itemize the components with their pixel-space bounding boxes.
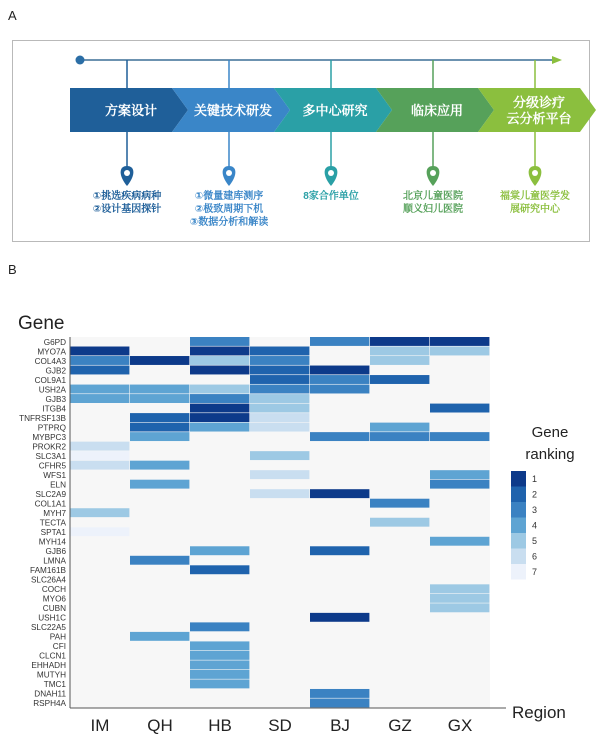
- heatmap-cell: [70, 366, 129, 375]
- legend-swatch: [511, 564, 526, 580]
- y-tick-label: COCH: [41, 585, 66, 595]
- heatmap-cell: [430, 584, 489, 593]
- y-tick-label: MYO7A: [37, 347, 66, 357]
- y-tick-label: CFHR5: [38, 461, 66, 471]
- legend-swatch: [511, 518, 526, 534]
- y-tick-label: GJB2: [45, 366, 66, 376]
- stage-detail: ②极致周期下机: [194, 204, 264, 215]
- heatmap-cell: [370, 432, 429, 441]
- heatmap-cell: [70, 356, 129, 365]
- heatmap-cell: [190, 651, 249, 660]
- legend-swatch: [511, 487, 526, 503]
- y-tick-label: EHHADH: [31, 661, 66, 671]
- heatmap-cell: [190, 404, 249, 413]
- heatmap-cell: [70, 442, 129, 451]
- heatmap-cell: [190, 660, 249, 669]
- legend-label: 4: [532, 520, 538, 531]
- y-tick-label: MYBPC3: [32, 432, 66, 442]
- heatmap-cell: [190, 423, 249, 432]
- stage-detail: ②设计基因探针: [92, 204, 162, 215]
- heatmap-cell: [370, 423, 429, 432]
- y-tick-label: MUTYH: [36, 670, 66, 680]
- heatmap-cell: [250, 347, 309, 356]
- stage-detail: 8家合作单位: [303, 191, 359, 202]
- y-tick-label: SPTA1: [40, 528, 66, 538]
- y-tick-label: TMC1: [43, 680, 66, 690]
- y-tick-label: G6PD: [43, 337, 66, 347]
- legend-label: 5: [532, 535, 538, 546]
- y-tick-label: WFS1: [43, 470, 66, 480]
- heatmap-cell: [190, 385, 249, 394]
- y-tick-label: FAM161B: [30, 566, 66, 576]
- legend-label: 6: [532, 551, 538, 562]
- legend-swatch: [511, 502, 526, 518]
- heatmap-cell: [70, 451, 129, 460]
- stage-title: 多中心研究: [302, 103, 368, 118]
- heatmap-cell: [130, 480, 189, 489]
- heatmap-cell: [130, 356, 189, 365]
- y-tick-label: LMNA: [43, 556, 66, 566]
- heatmap-cell: [370, 375, 429, 384]
- heatmap-cell: [310, 385, 369, 394]
- heatmap-cell: [310, 366, 369, 375]
- y-tick-label: USH2A: [38, 385, 66, 395]
- y-tick-label: CFI: [52, 642, 66, 652]
- heatmap-cell: [70, 461, 129, 470]
- y-tick-label: PAH: [49, 632, 66, 642]
- y-tick-label: MYO6: [42, 594, 66, 604]
- heatmap-cell: [430, 603, 489, 612]
- legend-label: 7: [532, 566, 538, 577]
- stage-title: 临床应用: [410, 103, 464, 118]
- y-tick-label: USH1C: [38, 613, 66, 623]
- heatmap-cell: [310, 613, 369, 622]
- heatmap-cell: [130, 632, 189, 641]
- heatmap-cell: [430, 594, 489, 603]
- heatmap-cell: [190, 622, 249, 631]
- y-tick-label: GJB6: [45, 547, 66, 557]
- heatmap-cell: [430, 432, 489, 441]
- heatmap-cell: [310, 698, 369, 707]
- heatmap-cell: [130, 385, 189, 394]
- heatmap-cell: [130, 394, 189, 403]
- y-tick-label: SLC26A4: [30, 575, 66, 585]
- x-tick-label: SD: [268, 716, 292, 735]
- x-tick-label: HB: [208, 716, 232, 735]
- y-tick-label: COL4A3: [34, 356, 66, 366]
- heatmap-cell: [190, 546, 249, 555]
- pin-hole: [430, 170, 436, 176]
- stage-detail: 福棠儿童医学发: [500, 191, 570, 202]
- heatmap-cell: [70, 347, 129, 356]
- heatmap-cell: [190, 394, 249, 403]
- x-axis-title: Region: [512, 703, 566, 722]
- stage-title: 云分析平台: [506, 111, 572, 126]
- heatmap-cell: [70, 385, 129, 394]
- workflow-stage: [376, 60, 494, 215]
- heatmap-cell: [370, 337, 429, 346]
- workflow-stage: [478, 60, 596, 215]
- heatmap-cell: [250, 375, 309, 384]
- stage-detail: ③数据分析和解读: [189, 217, 269, 228]
- panel-b-label: B: [8, 262, 17, 277]
- stage-detail: 北京儿童医院: [403, 191, 463, 202]
- heatmap-cell: [250, 423, 309, 432]
- pin-hole: [328, 170, 334, 176]
- heatmap-cell: [430, 480, 489, 489]
- stage-detail: ①微量建库测序: [194, 191, 264, 202]
- heatmap-cell: [250, 385, 309, 394]
- y-tick-label: SLC2A9: [35, 489, 66, 499]
- y-tick-label: TNFRSF13B: [19, 413, 66, 423]
- legend-swatch: [511, 549, 526, 565]
- workflow-stage: [70, 60, 188, 215]
- y-tick-label: ELN: [50, 480, 66, 490]
- x-tick-label: QH: [147, 716, 173, 735]
- heatmap-cell: [190, 366, 249, 375]
- pin-hole: [532, 170, 538, 176]
- heatmap-cell: [250, 356, 309, 365]
- heatmap-cell: [310, 689, 369, 698]
- stage-title: 方案设计: [104, 103, 158, 118]
- heatmap-cell: [430, 404, 489, 413]
- heatmap-cell: [310, 489, 369, 498]
- heatmap-cell: [430, 347, 489, 356]
- y-tick-label: MYH14: [38, 537, 66, 547]
- heatmap-cell: [310, 337, 369, 346]
- heatmap-cell: [370, 356, 429, 365]
- heatmap-cell: [370, 518, 429, 527]
- pin-hole: [124, 170, 130, 176]
- heatmap-cell: [250, 470, 309, 479]
- y-tick-label: CLCN1: [39, 651, 66, 661]
- y-tick-label: ITGB4: [42, 404, 66, 414]
- x-tick-label: BJ: [330, 716, 350, 735]
- heatmap-cell: [190, 413, 249, 422]
- y-tick-label: DNAH11: [34, 689, 66, 699]
- workflow-stage: [172, 60, 290, 228]
- heatmap-cell: [370, 347, 429, 356]
- heatmap-cell: [250, 394, 309, 403]
- heatmap-cell: [310, 432, 369, 441]
- heatmap-cell: [190, 679, 249, 688]
- panel-a-label: A: [8, 8, 17, 23]
- stage-detail: 顺义妇儿医院: [403, 204, 463, 215]
- heatmap-chart: [18, 313, 575, 735]
- heatmap-cell: [130, 432, 189, 441]
- heatmap-cell: [190, 641, 249, 650]
- timeline-start-dot: [76, 56, 85, 65]
- heatmap-cell: [130, 556, 189, 565]
- heatmap-cell: [250, 451, 309, 460]
- y-tick-label: RSPH4A: [33, 699, 66, 709]
- heatmap-cell: [190, 347, 249, 356]
- heatmap-cell: [70, 527, 129, 536]
- workflow-diagram: [70, 56, 596, 229]
- heatmap-cell: [70, 508, 129, 517]
- stage-detail: 展研究中心: [510, 204, 560, 215]
- heatmap-cell: [190, 337, 249, 346]
- stage-detail: ①挑选疾病病种: [92, 191, 162, 202]
- heatmap-cell: [250, 404, 309, 413]
- y-tick-label: COL1A1: [34, 499, 66, 509]
- y-tick-label: SLC22A5: [30, 623, 66, 633]
- x-tick-label: GX: [447, 716, 473, 735]
- heatmap-cell: [370, 499, 429, 508]
- legend-title: Gene: [531, 424, 569, 441]
- legend-title: ranking: [525, 446, 575, 463]
- heatmap-cell: [70, 394, 129, 403]
- heatmap-cell: [310, 546, 369, 555]
- legend-swatch: [511, 533, 526, 549]
- legend-swatch: [511, 471, 526, 487]
- x-tick-label: IM: [90, 716, 110, 735]
- workflow-stage: [274, 60, 392, 202]
- heatmap-cell: [130, 413, 189, 422]
- heatmap-cell: [190, 670, 249, 679]
- pin-hole: [226, 170, 232, 176]
- heatmap-cell: [250, 366, 309, 375]
- y-tick-label: PTPRQ: [37, 423, 66, 433]
- timeline-arrowhead: [552, 56, 562, 64]
- x-tick-label: GZ: [388, 716, 412, 735]
- y-axis-title: Gene: [18, 313, 65, 334]
- y-tick-label: TECTA: [39, 518, 66, 528]
- heatmap-cell: [250, 413, 309, 422]
- heatmap-cell: [430, 537, 489, 546]
- heatmap-cell: [190, 565, 249, 574]
- heatmap-cell: [430, 470, 489, 479]
- y-tick-label: SLC3A1: [35, 451, 66, 461]
- stage-title: 关键技术研发: [193, 103, 273, 118]
- legend-label: 2: [532, 489, 538, 500]
- legend-label: 3: [532, 504, 538, 515]
- y-tick-label: PROKR2: [32, 442, 66, 452]
- heatmap-cell: [190, 356, 249, 365]
- heatmap-cell: [430, 337, 489, 346]
- legend-label: 1: [532, 473, 538, 484]
- heatmap-cell: [130, 461, 189, 470]
- y-tick-label: GJB3: [45, 394, 66, 404]
- heatmap-cell: [130, 423, 189, 432]
- y-tick-label: COL9A1: [34, 375, 66, 385]
- stage-title: 分级诊疗: [512, 95, 566, 110]
- heatmap-cell: [250, 489, 309, 498]
- heatmap-cell: [310, 375, 369, 384]
- y-tick-label: CUBN: [42, 604, 66, 614]
- y-tick-label: MYH7: [43, 508, 66, 518]
